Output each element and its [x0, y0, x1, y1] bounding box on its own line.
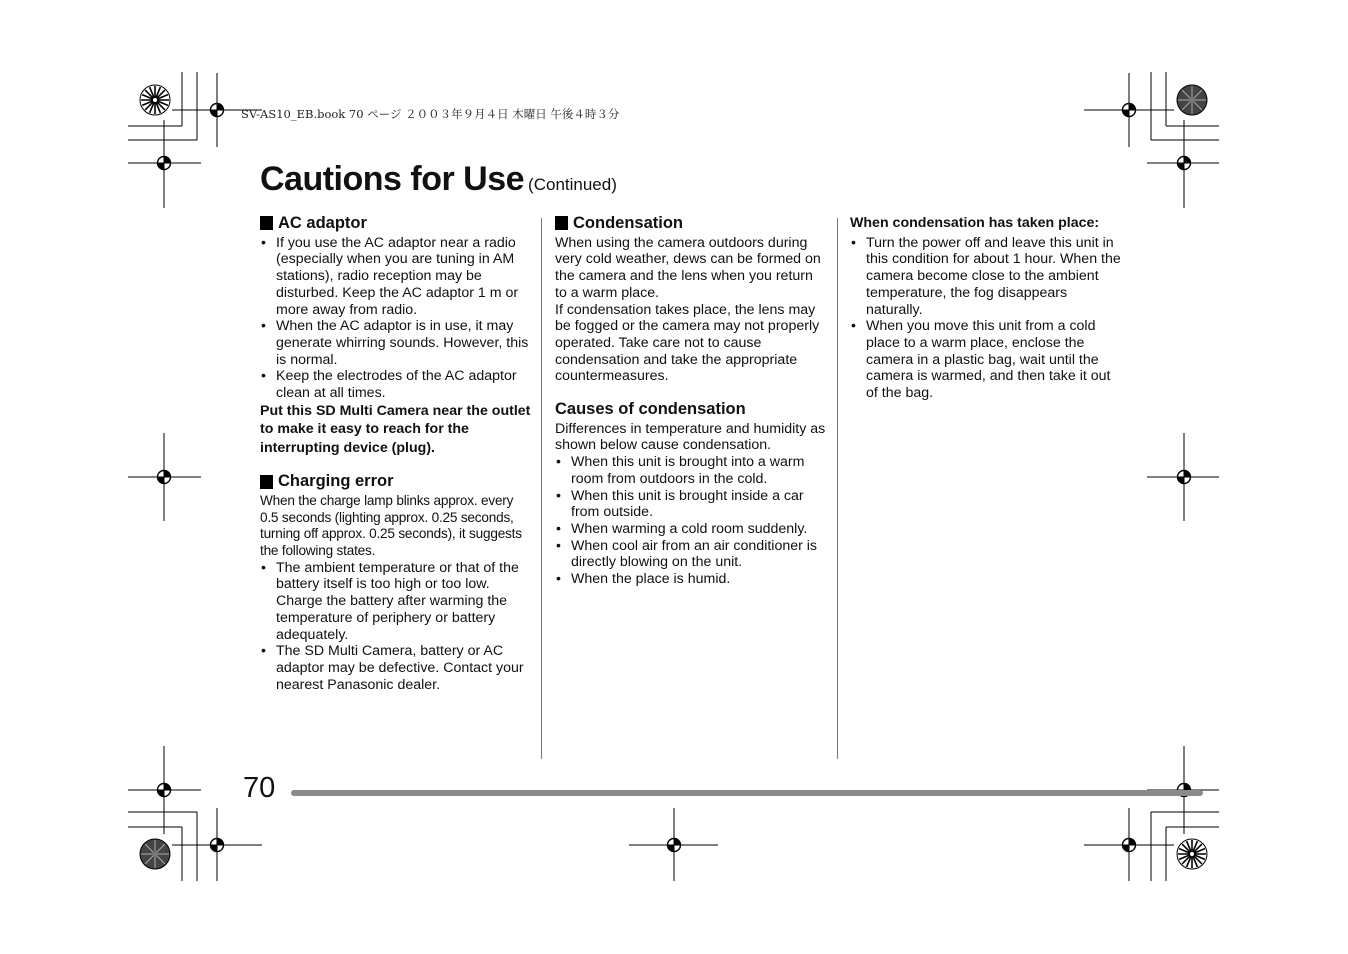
ac-adaptor-note: Put this SD Multi Camera near the outlet to make it easy to reach for the interrupting device (plug). [260, 402, 531, 456]
charging-error-list [260, 560, 532, 694]
causes-heading: Causes of condensation [555, 400, 746, 419]
black-square-icon [260, 216, 273, 230]
ac-adaptor-list [260, 235, 532, 402]
taken-place-heading: When condensation has taken place: [850, 215, 1100, 231]
taken-place-list [850, 235, 1125, 402]
footer-bar [291, 790, 1203, 796]
section-heading-condensation: Condensation [555, 215, 827, 232]
column-1 [260, 213, 532, 693]
column-divider [541, 218, 542, 759]
list-item: • Keep the electrodes of the AC adaptor clean at all times. [260, 368, 532, 401]
section-heading-charging-error: Charging error [260, 473, 532, 490]
list-item: • Turn the power off and leave this unit in this condition for about 1 hour. When the camera become close to the ambient temperature, the fog disappears naturally. [850, 235, 1125, 319]
column-2 [555, 213, 827, 588]
section-heading-ac-adaptor: AC adaptor [260, 215, 532, 232]
title-continued: (Continued) [528, 175, 617, 194]
list-item: • When this unit is brought inside a car from outside. [555, 488, 827, 521]
print-header: SV-AS10_EB.book 70 ページ ２００３年９月４日 木曜日 午後４時３分 [241, 107, 620, 121]
page-title [260, 160, 617, 199]
condensation-paragraph: If condensation takes place, the lens may be fogged or the camera may not properly operated. Take care not to cause condensation and take the appropriate countermeasures. [555, 301, 820, 385]
charging-intro: When the charge lamp blinks approx. every 0.5 seconds (lighting approx. 0.25 seconds, turning off approx. 0.25 seconds), it suggests the following states. [260, 492, 522, 559]
black-square-icon [260, 475, 273, 489]
black-square-icon [555, 216, 568, 230]
title-text: Cautions for Use [260, 160, 525, 198]
list-item: • When you move this unit from a cold place to a warm place, enclose the camera in a plastic bag, wait until the camera is warmed, and then take it out of the bag. [850, 318, 1125, 402]
list-item: • The SD Multi Camera, battery or AC adaptor may be defective. Contact your nearest Panasonic dealer. [260, 643, 532, 693]
causes-list [555, 454, 827, 588]
list-item: • The ambient temperature or that of the battery itself is too high or too low. Charge the battery after warming the temperature of periphery or battery adequately. [260, 560, 532, 644]
list-item: • When the AC adaptor is in use, it may generate whirring sounds. However, this is normal. [260, 318, 532, 368]
list-item: • When cool air from an air conditioner is directly blowing on the unit. [555, 538, 827, 571]
page-number: 70 [243, 772, 276, 804]
column-3 [850, 213, 1125, 402]
list-item: • When warming a cold room suddenly. [555, 521, 827, 538]
condensation-paragraph: When using the camera outdoors during very cold weather, dews can be formed on the camera and the lens when you return to a warm place. [555, 234, 821, 301]
list-item: • If you use the AC adaptor near a radio (especially when you are tuning in AM stations), radio reception may be disturbed. Keep the AC adaptor 1 m or more away from radio. [260, 235, 532, 319]
column-divider [837, 218, 838, 759]
causes-intro: Differences in temperature and humidity as shown below cause condensation. [555, 420, 826, 454]
list-item: • When the place is humid. [555, 571, 827, 588]
list-item: • When this unit is brought into a warm room from outdoors in the cold. [555, 454, 827, 487]
